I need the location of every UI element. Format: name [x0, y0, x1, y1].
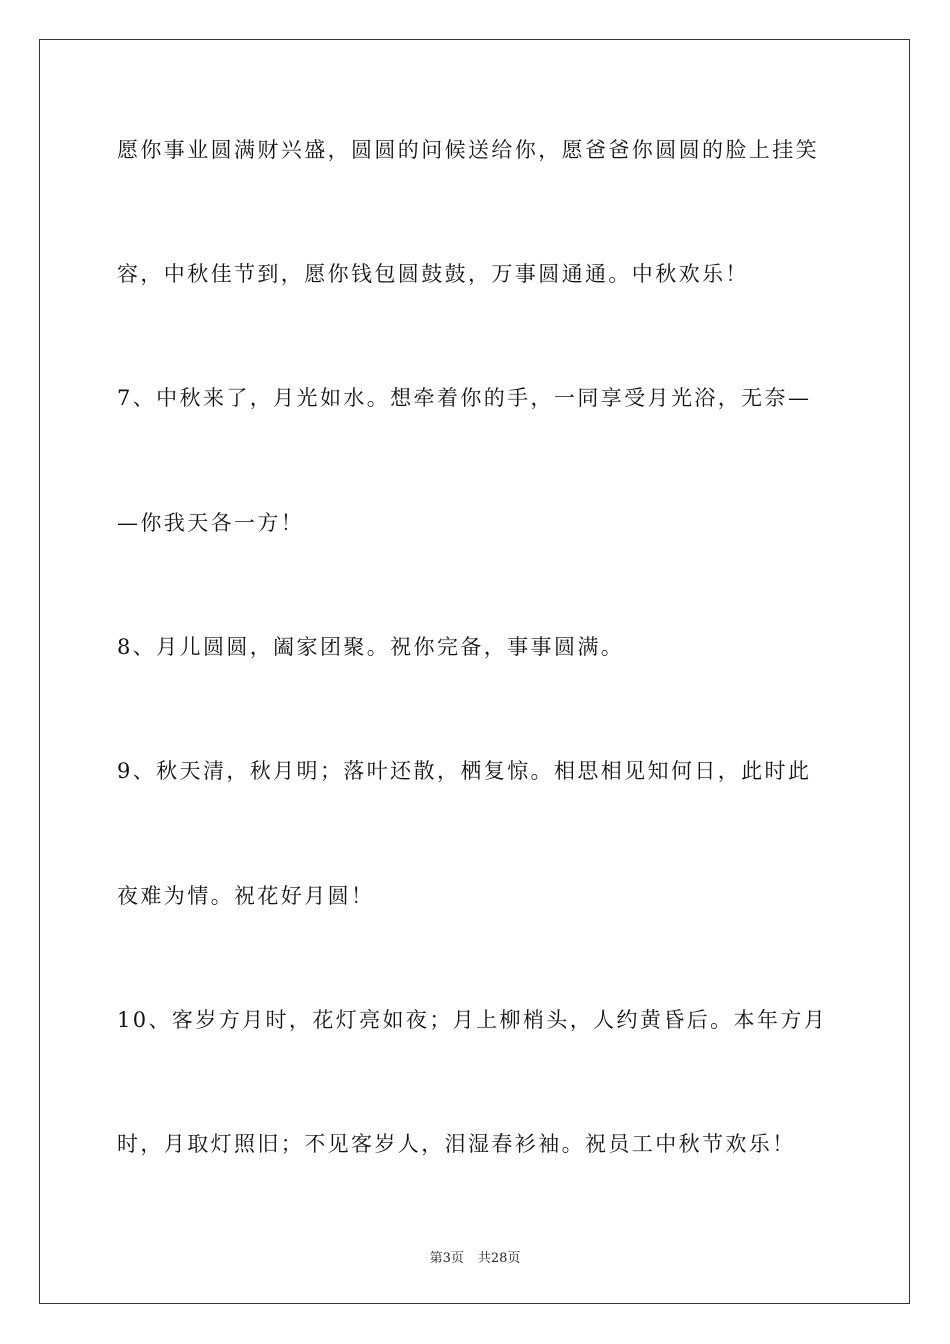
text-line-9: 时，月取灯照旧；不见客岁人，泪湿春衫袖。祝员工中秋节欢乐！ — [117, 1132, 796, 1156]
page-total: 共28页 — [477, 1251, 521, 1266]
text-line-4: —你我天各一方！ — [117, 511, 305, 535]
text-line-8: 10、客岁方月时，花灯亮如夜；月上柳梢头，人约黄昏后。本年方月 — [117, 1008, 828, 1032]
text-line-6: 9、秋天清，秋月明；落叶还散，栖复惊。相思相见知何日，此时此 — [117, 759, 812, 783]
page-footer — [0, 1247, 950, 1266]
text-line-1: 愿你事业圆满财兴盛，圆圆的问候送给你，愿爸爸你圆圆的脸上挂笑 — [117, 138, 819, 162]
page-border — [39, 39, 910, 1304]
text-line-5: 8、月儿圆圆，阖家团聚。祝你完备，事事圆满。 — [117, 635, 625, 659]
text-line-7: 夜难为情。祝花好月圆！ — [117, 884, 375, 908]
text-line-3: 7、中秋来了，月光如水。想牵着你的手，一同享受月光浴，无奈— — [117, 386, 812, 410]
page-number: 第3页 — [429, 1251, 464, 1266]
text-line-2: 容，中秋佳节到，愿你钱包圆鼓鼓，万事圆通通。中秋欢乐！ — [117, 262, 749, 286]
